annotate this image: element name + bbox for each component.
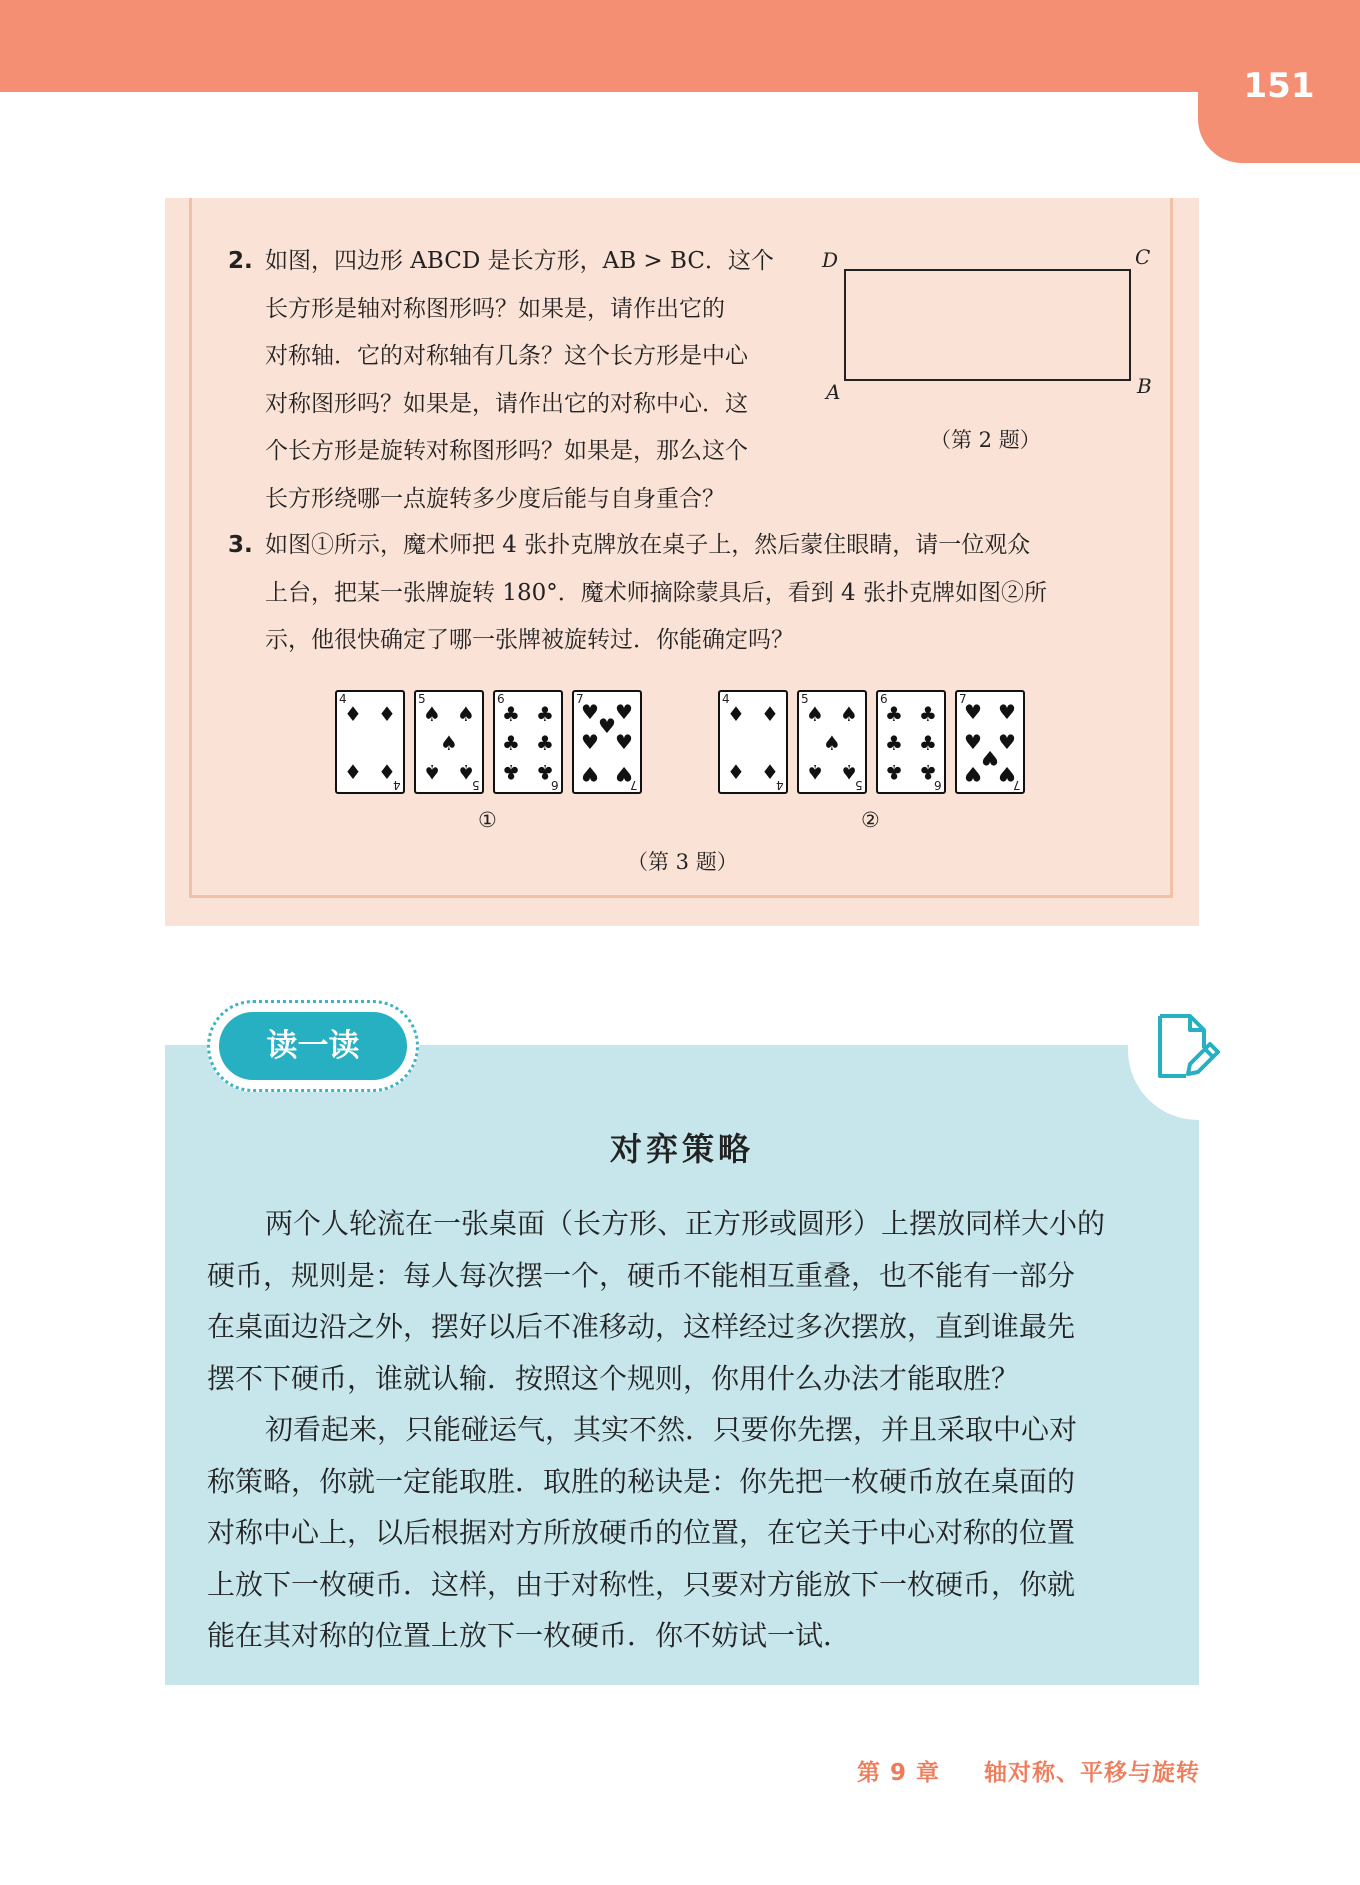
club-pip-icon: ♣ xyxy=(502,731,520,755)
chapter-number: 第 9 章 xyxy=(856,1760,940,1786)
figure-2-caption: （第 2 题） xyxy=(930,428,1041,452)
card-rank: 5 xyxy=(855,778,863,792)
diamond-pip-icon: ♦ xyxy=(761,702,779,726)
question-3-number: 3. xyxy=(228,532,253,558)
card-rank: 6 xyxy=(880,692,888,706)
vertex-b-label: B xyxy=(1137,374,1152,398)
heart-pip-icon: ♥ xyxy=(964,762,982,786)
question-2-line: 个长方形是旋转对称图形吗？如果是，那么这个 xyxy=(265,438,748,464)
spade-pip-icon: ♠ xyxy=(840,760,858,784)
diamond-pip-icon: ♦ xyxy=(727,702,745,726)
question-2-line: 长方形绕哪一点旋转多少度后能与自身重合？ xyxy=(265,485,725,512)
card-rank: 7 xyxy=(1013,778,1021,792)
spade-pip-icon: ♠ xyxy=(823,731,841,755)
question-2-text xyxy=(265,238,774,523)
heart-pip-icon: ♥ xyxy=(615,700,633,724)
spade-pip-icon: ♠ xyxy=(840,702,858,726)
rectangle-abcd xyxy=(845,270,1130,380)
club-pip-icon: ♣ xyxy=(885,760,903,784)
club-pip-icon: ♣ xyxy=(919,760,937,784)
spade-pip-icon: ♠ xyxy=(806,702,824,726)
card-6-clubs xyxy=(493,690,563,794)
card-rank: 6 xyxy=(934,778,942,792)
reading-line: 能在其对称的位置上放下一枚硬币．你不妨试一试． xyxy=(207,1619,852,1652)
club-pip-icon: ♣ xyxy=(502,760,520,784)
reading-badge xyxy=(207,1000,419,1092)
card-4-diamonds xyxy=(718,690,788,794)
card-rank: 5 xyxy=(472,778,480,792)
heart-pip-icon: ♥ xyxy=(964,700,982,724)
question-2-number: 2. xyxy=(228,248,253,274)
spade-pip-icon: ♠ xyxy=(423,760,441,784)
reading-line: 上放下一枚硬币．这样，由于对称性，只要对方能放下一枚硬币，你就 xyxy=(207,1567,1076,1601)
heart-pip-icon: ♥ xyxy=(581,730,599,754)
heart-pip-icon: ♥ xyxy=(615,730,633,754)
question-2-line: 如图，四边形 ABCD 是长方形，AB > BC．这个 xyxy=(265,248,774,274)
diamond-pip-icon: ♦ xyxy=(378,760,396,784)
card-rank: 4 xyxy=(339,692,347,706)
diamond-pip-icon: ♦ xyxy=(344,760,362,784)
card-5-spades xyxy=(414,690,484,794)
reading-title: 对弈策略 xyxy=(609,1130,754,1168)
spade-pip-icon: ♠ xyxy=(423,702,441,726)
top-banner xyxy=(0,0,1360,92)
heart-pip-icon: ♥ xyxy=(998,730,1016,754)
heart-pip-icon: ♥ xyxy=(581,762,599,786)
question-3-line: 示，他很快确定了哪一张牌被旋转过．你能确定吗？ xyxy=(265,627,794,653)
figure-3-caption: （第 3 题） xyxy=(627,850,738,874)
heart-pip-icon: ♥ xyxy=(998,700,1016,724)
note-edit-icon xyxy=(1150,1010,1220,1082)
club-pip-icon: ♣ xyxy=(919,731,937,755)
heart-pip-icon: ♥ xyxy=(581,700,599,724)
group-2-label: ② xyxy=(861,808,880,832)
club-pip-icon: ♣ xyxy=(885,702,903,726)
club-pip-icon: ♣ xyxy=(536,760,554,784)
card-rank: 4 xyxy=(393,778,401,792)
reading-badge-label: 读一读 xyxy=(219,1012,407,1080)
reading-line: 摆不下硬币，谁就认输．按照这个规则，你用什么办法才能取胜？ xyxy=(207,1361,1020,1395)
reading-line: 硬币，规则是：每人每次摆一个，硬币不能相互重叠，也不能有一部分 xyxy=(207,1258,1076,1292)
spade-pip-icon: ♠ xyxy=(457,702,475,726)
diamond-pip-icon: ♦ xyxy=(378,702,396,726)
diamond-pip-icon: ♦ xyxy=(727,760,745,784)
card-rank: 7 xyxy=(959,692,967,706)
question-2-line: 长方形是轴对称图形吗？如果是，请作出它的 xyxy=(265,295,725,322)
card-4-diamonds xyxy=(335,690,405,794)
spade-pip-icon: ♠ xyxy=(806,760,824,784)
diamond-pip-icon: ♦ xyxy=(344,702,362,726)
card-7-hearts-rotated xyxy=(955,690,1025,794)
vertex-a-label: A xyxy=(826,380,841,404)
club-pip-icon: ♣ xyxy=(536,731,554,755)
heart-pip-icon: ♥ xyxy=(998,762,1016,786)
card-rank: 5 xyxy=(418,692,426,706)
reading-line: 对称中心上，以后根据对方所放硬币的位置，在它关于中心对称的位置 xyxy=(207,1516,1076,1549)
chapter-title: 轴对称、平移与旋转 xyxy=(984,1760,1200,1786)
club-pip-icon: ♣ xyxy=(502,702,520,726)
spade-pip-icon: ♠ xyxy=(440,731,458,755)
card-5-spades xyxy=(797,690,867,794)
club-pip-icon: ♣ xyxy=(919,702,937,726)
question-2-line: 对称图形吗？如果是，请作出它的对称中心．这 xyxy=(265,390,748,417)
question-3-text xyxy=(265,522,1047,665)
card-rank: 6 xyxy=(551,778,559,792)
heart-pip-icon: ♥ xyxy=(964,730,982,754)
reading-line: 称策略，你就一定能取胜．取胜的秘诀是：你先把一枚硬币放在桌面的 xyxy=(207,1464,1076,1498)
club-pip-icon: ♣ xyxy=(885,731,903,755)
group-1-label: ① xyxy=(478,808,497,832)
question-3-line: 如图①所示，魔术师把 4 张扑克牌放在桌子上，然后蒙住眼睛，请一位观众 xyxy=(265,532,1031,558)
question-3-line: 上台，把某一张牌旋转 180°．魔术师摘除蒙具后，看到 4 张扑克牌如图②所 xyxy=(265,579,1047,606)
card-rank: 7 xyxy=(576,692,584,706)
rectangle-figure xyxy=(820,240,1150,410)
chapter-footer xyxy=(850,1754,1200,1787)
card-7-hearts xyxy=(572,690,642,794)
card-6-clubs xyxy=(876,690,946,794)
reading-body xyxy=(207,1198,1157,1662)
heart-pip-icon: ♥ xyxy=(598,714,616,738)
spade-pip-icon: ♠ xyxy=(457,760,475,784)
card-rank: 7 xyxy=(630,778,638,792)
page-number: 151 xyxy=(1243,66,1315,106)
card-rank: 6 xyxy=(497,692,505,706)
reading-line: 两个人轮流在一张桌面（长方形、正方形或圆形）上摆放同样大小的 xyxy=(265,1207,1106,1240)
reading-line: 初看起来，只能碰运气，其实不然．只要你先摆，并且采取中心对 xyxy=(265,1413,1078,1446)
vertex-c-label: C xyxy=(1135,245,1151,269)
heart-pip-icon: ♥ xyxy=(981,746,999,770)
card-rank: 5 xyxy=(801,692,809,706)
heart-pip-icon: ♥ xyxy=(615,762,633,786)
card-rank: 4 xyxy=(722,692,730,706)
reading-line: 在桌面边沿之外，摆好以后不准移动，这样经过多次摆放，直到谁最先 xyxy=(207,1310,1076,1343)
question-2-line: 对称轴．它的对称轴有几条？这个长方形是中心 xyxy=(265,343,748,369)
diamond-pip-icon: ♦ xyxy=(761,760,779,784)
card-rank: 4 xyxy=(776,778,784,792)
vertex-d-label: D xyxy=(822,248,839,272)
club-pip-icon: ♣ xyxy=(536,702,554,726)
